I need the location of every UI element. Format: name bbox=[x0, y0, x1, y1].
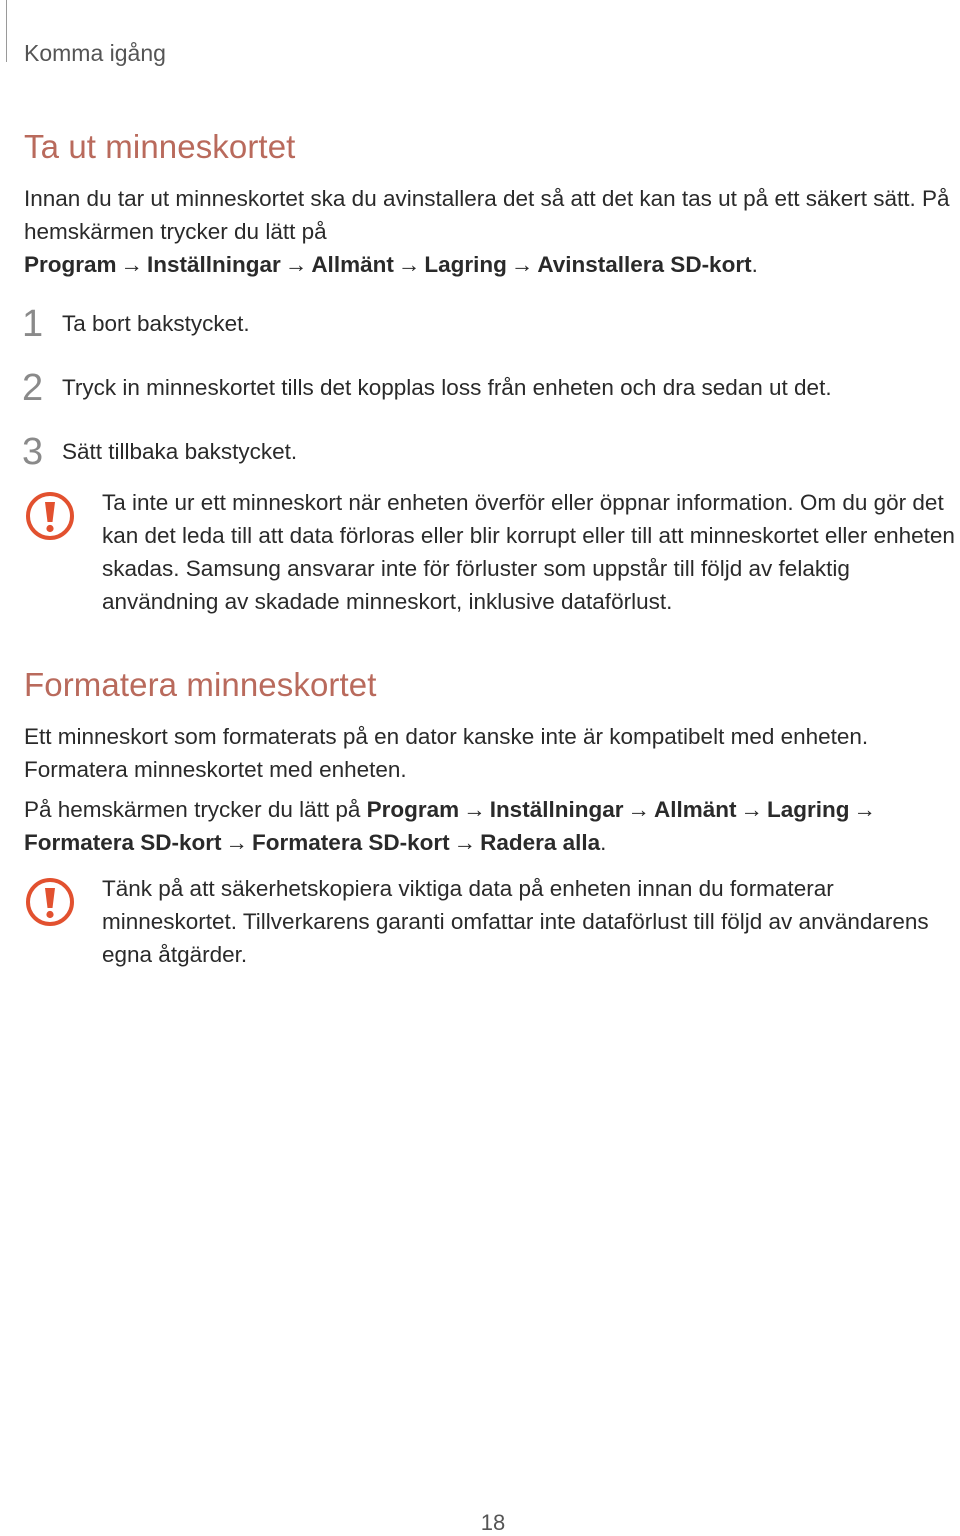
arrow-icon: → bbox=[463, 797, 486, 822]
page-number: 18 bbox=[480, 1510, 506, 1535]
step-3 bbox=[22, 432, 297, 472]
path-unmount: Avinstallera SD-kort bbox=[537, 252, 752, 277]
step-text: Sätt tillbaka bakstycket. bbox=[62, 439, 298, 464]
path-format-sd: Formatera SD-kort bbox=[24, 830, 222, 855]
section-header: Komma igång bbox=[24, 40, 166, 66]
step-2 bbox=[22, 368, 832, 408]
path-program: Program bbox=[366, 797, 460, 822]
path-delete-all: Radera alla bbox=[480, 830, 601, 855]
arrow-icon: → bbox=[397, 252, 421, 277]
format-text: På hemskärmen trycker du lätt på bbox=[24, 797, 367, 822]
page-edge-line bbox=[6, 0, 7, 62]
arrow-icon: → bbox=[853, 797, 876, 822]
format-paragraph-2 bbox=[24, 793, 960, 859]
step-1 bbox=[22, 304, 250, 344]
intro-paragraph bbox=[24, 182, 960, 281]
path-storage: Lagring bbox=[766, 797, 850, 822]
path-program: Program bbox=[24, 252, 117, 277]
arrow-icon: → bbox=[740, 797, 763, 822]
path-settings: Inställningar bbox=[489, 797, 624, 822]
step-text: Tryck in minneskortet tills det kopplas loss från enheten och dra sedan ut det. bbox=[62, 375, 832, 400]
path-format-sd-confirm: Formatera SD-kort bbox=[252, 830, 450, 855]
exclamation-circle-icon bbox=[24, 876, 76, 928]
path-general: Allmänt bbox=[653, 797, 737, 822]
arrow-icon: → bbox=[510, 252, 534, 277]
section-title-format-card: Formatera minneskortet bbox=[24, 666, 377, 703]
step-number: 1 bbox=[22, 303, 44, 345]
arrow-icon: → bbox=[453, 830, 477, 855]
step-number: 2 bbox=[22, 367, 44, 409]
warning-text: Tänk på att säkerhetskopiera viktiga data på enheten innan du formaterar minneskortet. Tillverkarens garanti omfattar inte dataförlust till följd av användarens egna åtgärder. bbox=[102, 876, 929, 967]
arrow-icon: → bbox=[225, 830, 249, 855]
intro-text: Innan du tar ut minneskortet ska du avinstallera det så att det kan tas ut på ett säkert sätt. På hemskärmen trycker du lätt på bbox=[24, 186, 950, 244]
path-settings: Inställningar bbox=[147, 252, 281, 277]
intro-end: . bbox=[751, 252, 758, 277]
arrow-icon: → bbox=[627, 797, 650, 822]
warning-text: Ta inte ur ett minneskort när enheten överför eller öppnar information. Om du gör det kan det leda till att data förloras eller blir korrupt eller till att minneskortet eller enheten skadas. Samsung ansvarar inte för förluster som uppstår till följd av felaktig användning av skadade minneskort, inklusive dataförlust. bbox=[102, 490, 955, 614]
step-text: Ta bort bakstycket. bbox=[62, 311, 250, 336]
arrow-icon: → bbox=[120, 252, 144, 277]
arrow-icon: → bbox=[284, 252, 308, 277]
path-general: Allmänt bbox=[311, 252, 394, 277]
section-title-remove-card: Ta ut minneskortet bbox=[24, 128, 296, 165]
step-number: 3 bbox=[22, 431, 44, 473]
path-storage: Lagring bbox=[424, 252, 507, 277]
format-paragraph-1: Ett minneskort som formaterats på en dator kanske inte är kompatibelt med enheten. Formatera minneskortet med enheten. bbox=[24, 724, 869, 782]
format-end: . bbox=[600, 830, 607, 855]
exclamation-circle-icon bbox=[24, 490, 76, 542]
